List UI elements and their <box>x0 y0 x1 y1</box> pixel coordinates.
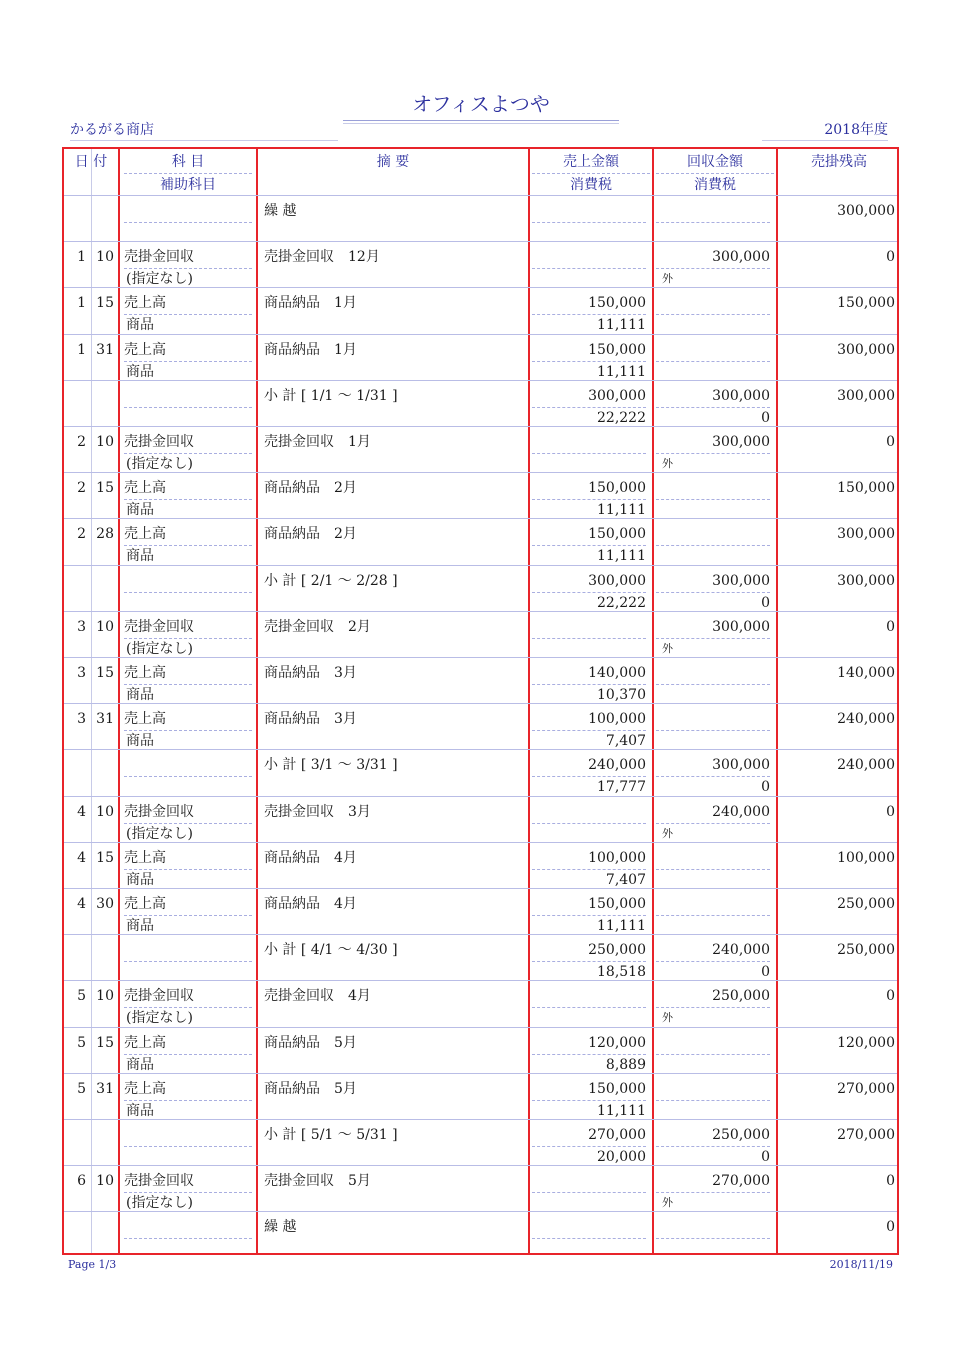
row-divider <box>64 472 897 473</box>
entry-summary: 繰 越 <box>264 203 297 219</box>
print-date: 2018/11/19 <box>829 1258 893 1271</box>
entry-sub-account: 商品 <box>126 317 154 334</box>
entry-day <box>92 385 114 407</box>
entry-day: 15 <box>96 295 114 312</box>
entry-balance: 300,000 <box>837 387 895 404</box>
entry-sales: 270,000 <box>532 1124 646 1147</box>
entry-day <box>92 1124 114 1146</box>
entry-sales: 100,000 <box>532 847 646 870</box>
entry-sales <box>532 1216 646 1239</box>
date-header: 日 付 <box>74 154 108 170</box>
column-divider <box>256 149 258 1253</box>
entry-balance: 150,000 <box>837 480 895 497</box>
entry-month: 1 <box>77 341 86 358</box>
entry-sub-account: (指定なし) <box>126 1010 193 1027</box>
entry-day: 10 <box>96 803 114 820</box>
entry-account: 売掛金回収 <box>124 801 252 824</box>
entry-sales <box>532 801 646 824</box>
entry-account <box>124 1124 252 1147</box>
entry-sales-tax: 7,407 <box>605 733 646 750</box>
entry-sales <box>532 616 646 639</box>
entry-sub-account: 商品 <box>126 687 154 703</box>
entry-collection-tax: 0 <box>761 964 770 981</box>
entry-day: 28 <box>96 526 114 543</box>
entry-sub-account: 商品 <box>126 502 154 519</box>
entry-account: 売上高 <box>124 1078 252 1101</box>
entry-summary: 売掛金回収 5月 <box>264 1173 371 1190</box>
entry-sales <box>532 200 646 223</box>
entry-day: 10 <box>96 434 114 450</box>
entry-month: 4 <box>77 803 86 820</box>
entry-summary: 商品納品 5月 <box>264 1034 357 1051</box>
entry-account: 売掛金回収 <box>124 616 252 639</box>
row-divider <box>64 380 897 381</box>
entry-collection <box>656 1216 770 1239</box>
entry-month: 3 <box>77 711 86 728</box>
entry-sales: 140,000 <box>532 662 646 685</box>
entry-collection-tax: 外 <box>662 1011 673 1025</box>
entry-account: 売上高 <box>124 339 252 362</box>
entry-sales-tax: 11,111 <box>597 502 646 519</box>
row-divider <box>64 426 897 427</box>
entry-sales: 240,000 <box>532 754 646 777</box>
entry-day <box>92 939 114 961</box>
collection-tax-header: 消費税 <box>694 177 736 193</box>
entry-collection <box>656 523 770 546</box>
row-divider <box>64 195 897 196</box>
entry-summary: 商品納品 1月 <box>264 341 357 358</box>
entry-day: 30 <box>96 896 114 912</box>
entry-sales-tax: 8,889 <box>605 1056 646 1073</box>
page-number: Page 1/3 <box>68 1258 117 1271</box>
entry-account: 売上高 <box>124 1032 252 1055</box>
entry-collection: 300,000 <box>656 570 770 593</box>
entry-month: 5 <box>77 1080 86 1097</box>
entry-month <box>64 385 86 407</box>
entry-sales: 150,000 <box>532 477 646 500</box>
entry-balance: 240,000 <box>837 757 895 774</box>
entry-summary: 商品納品 4月 <box>264 849 357 866</box>
entry-collection <box>656 1032 770 1055</box>
entry-day <box>92 754 114 776</box>
entry-summary: 小 計 [ 4/1 ～ 4/30 ] <box>264 942 398 959</box>
entry-summary: 売掛金回収 4月 <box>264 988 371 1005</box>
entry-collection: 240,000 <box>656 801 770 824</box>
entry-sales: 250,000 <box>532 939 646 962</box>
row-divider <box>64 749 897 750</box>
entry-summary: 商品納品 1月 <box>264 295 357 312</box>
entry-sales <box>532 1170 646 1193</box>
entry-account: 売掛金回収 <box>124 985 252 1008</box>
entry-summary: 小 計 [ 1/1 ～ 1/31 ] <box>264 387 398 404</box>
entry-balance: 0 <box>886 249 895 266</box>
entry-collection: 250,000 <box>656 985 770 1008</box>
entry-sub-account: 商品 <box>126 1056 154 1073</box>
entry-balance: 100,000 <box>837 849 895 866</box>
row-divider <box>64 842 897 843</box>
entry-sub-account: (指定なし) <box>126 271 193 288</box>
entry-month: 4 <box>77 849 86 866</box>
entry-sales <box>532 431 646 454</box>
entry-sales <box>532 246 646 269</box>
entry-month: 1 <box>77 249 86 266</box>
entry-balance: 250,000 <box>837 896 895 912</box>
entry-sales: 150,000 <box>532 1078 646 1101</box>
entry-collection: 300,000 <box>656 246 770 269</box>
entry-summary: 売掛金回収 3月 <box>264 803 371 820</box>
entry-month: 1 <box>77 295 86 312</box>
entry-account <box>124 939 252 962</box>
entry-collection-tax: 外 <box>662 1196 673 1210</box>
row-divider <box>64 980 897 981</box>
row-divider <box>64 934 897 935</box>
entry-summary: 売掛金回収 12月 <box>264 249 380 266</box>
entry-balance: 0 <box>886 803 895 820</box>
entry-sub-account: (指定なし) <box>126 1195 193 1212</box>
row-divider <box>64 1119 897 1120</box>
entry-sales-tax: 11,111 <box>597 1102 646 1119</box>
row-divider <box>64 1027 897 1028</box>
entry-collection-tax: 外 <box>662 826 673 840</box>
summary-header: 摘 要 <box>376 154 410 170</box>
entry-sales: 150,000 <box>532 339 646 362</box>
entry-summary: 繰 越 <box>264 1219 297 1236</box>
entry-day: 10 <box>96 1173 114 1190</box>
account-header: 科 目 <box>124 151 252 174</box>
entry-summary: 小 計 [ 2/1 ～ 2/28 ] <box>264 572 398 589</box>
entry-account: 売上高 <box>124 292 252 315</box>
row-divider <box>64 1165 897 1166</box>
entry-collection-tax: 0 <box>761 779 770 796</box>
entry-balance: 0 <box>886 1219 895 1236</box>
column-divider <box>776 149 778 1253</box>
entry-day: 15 <box>96 480 114 497</box>
entry-collection: 300,000 <box>656 616 770 639</box>
entry-summary: 小 計 [ 5/1 ～ 5/31 ] <box>264 1127 398 1143</box>
entry-month <box>64 754 86 776</box>
entry-collection-tax: 外 <box>662 457 673 470</box>
row-divider <box>64 1073 897 1074</box>
row-divider <box>64 657 897 658</box>
entry-summary: 小 計 [ 3/1 ～ 3/31 ] <box>264 757 398 774</box>
entry-day: 31 <box>96 711 114 728</box>
entry-sub-account: 商品 <box>126 363 154 380</box>
fiscal-year: 2018年度 <box>762 120 888 141</box>
entry-sales-tax: 22,222 <box>597 594 646 611</box>
entry-collection: 240,000 <box>656 939 770 962</box>
entry-collection <box>656 662 770 685</box>
entry-balance: 300,000 <box>837 526 895 543</box>
entry-sales: 100,000 <box>532 708 646 731</box>
entry-month <box>64 1216 86 1238</box>
entry-balance: 300,000 <box>837 572 895 589</box>
entry-day: 15 <box>96 665 114 681</box>
entry-sales-tax: 7,407 <box>605 871 646 888</box>
entry-collection <box>656 893 770 916</box>
entry-day: 15 <box>96 1034 114 1051</box>
entry-collection: 300,000 <box>656 754 770 777</box>
entry-collection <box>656 200 770 223</box>
entry-collection: 250,000 <box>656 1124 770 1147</box>
entry-sales-tax: 18,518 <box>597 964 646 981</box>
entry-month <box>64 570 86 592</box>
entry-account: 売上高 <box>124 477 252 500</box>
entry-sales-tax: 17,777 <box>597 779 646 796</box>
entry-balance: 240,000 <box>837 711 895 728</box>
entry-collection <box>656 1078 770 1101</box>
entry-day <box>92 200 114 222</box>
entry-summary: 売掛金回収 1月 <box>264 434 371 450</box>
entry-account: 売上高 <box>124 847 252 870</box>
entry-account <box>124 754 252 777</box>
entry-balance: 0 <box>886 1173 895 1190</box>
entry-sales-tax: 11,111 <box>597 317 646 334</box>
entry-balance: 270,000 <box>837 1127 895 1143</box>
entry-account: 売掛金回収 <box>124 246 252 269</box>
entry-collection: 300,000 <box>656 385 770 408</box>
entry-collection <box>656 292 770 315</box>
entry-summary: 商品納品 3月 <box>264 711 357 728</box>
entry-month <box>64 939 86 961</box>
entry-day: 31 <box>96 1080 114 1097</box>
entry-sales-tax: 20,000 <box>597 1149 646 1165</box>
collection-header: 回収金額 <box>656 151 774 174</box>
entry-summary: 商品納品 5月 <box>264 1080 357 1097</box>
column-divider <box>118 149 120 1253</box>
entry-day: 10 <box>96 618 114 635</box>
entry-account <box>124 200 252 223</box>
entry-account: 売上高 <box>124 523 252 546</box>
entry-sales-tax: 11,111 <box>597 548 646 565</box>
entry-balance: 140,000 <box>837 665 895 681</box>
balance-header: 売掛残高 <box>811 154 867 170</box>
entry-sales: 150,000 <box>532 292 646 315</box>
entry-month <box>64 200 86 222</box>
entry-day: 10 <box>96 249 114 266</box>
entry-summary: 商品納品 2月 <box>264 526 357 543</box>
entry-account: 売上高 <box>124 893 252 916</box>
entry-sub-account: 商品 <box>126 1102 154 1119</box>
entry-sales <box>532 985 646 1008</box>
entry-sales: 300,000 <box>532 385 646 408</box>
entry-sub-account <box>126 1238 252 1260</box>
entry-sales-tax: 10,370 <box>597 687 646 703</box>
entry-summary: 商品納品 2月 <box>264 480 357 497</box>
entry-sales-tax <box>532 1238 646 1260</box>
column-divider <box>528 149 530 1253</box>
entry-sub-account: 商品 <box>126 733 154 750</box>
column-divider <box>652 149 654 1253</box>
entry-sub-account: 商品 <box>126 548 154 565</box>
sales-tax-header: 消費税 <box>570 177 612 193</box>
sales-header: 売上金額 <box>532 151 650 174</box>
row-divider <box>64 796 897 797</box>
entry-sub-account: 商品 <box>126 871 154 888</box>
entry-sales-tax: 11,111 <box>597 363 646 380</box>
entry-collection-tax <box>656 1238 770 1260</box>
entry-month: 2 <box>77 480 86 497</box>
entry-collection-tax: 外 <box>662 272 673 286</box>
entry-collection-tax: 0 <box>761 1149 770 1165</box>
entry-sub-account: (指定なし) <box>126 825 193 842</box>
entry-sub-account: (指定なし) <box>126 640 193 657</box>
entry-sales: 150,000 <box>532 523 646 546</box>
ledger-table <box>62 147 899 1255</box>
entry-month: 3 <box>77 618 86 635</box>
shop-name: かるがる商店 <box>70 120 338 141</box>
entry-account: 売掛金回収 <box>124 431 252 454</box>
entry-account: 売掛金回収 <box>124 1170 252 1193</box>
entry-account: 売上高 <box>124 708 252 731</box>
entry-balance: 0 <box>886 988 895 1005</box>
entry-sales: 150,000 <box>532 893 646 916</box>
entry-month: 5 <box>77 988 86 1005</box>
row-divider <box>64 241 897 242</box>
entry-balance: 120,000 <box>837 1034 895 1051</box>
entry-collection <box>656 477 770 500</box>
entry-day: 15 <box>96 849 114 866</box>
entry-collection-tax: 0 <box>761 409 770 426</box>
entry-balance: 0 <box>886 618 895 635</box>
sub-account-header: 補助科目 <box>160 177 216 193</box>
entry-account <box>124 385 252 408</box>
entry-collection <box>656 847 770 870</box>
entry-account <box>124 1216 252 1239</box>
entry-sub-account: 商品 <box>126 918 154 934</box>
row-divider <box>64 611 897 612</box>
row-divider <box>64 287 897 288</box>
entry-month: 4 <box>77 896 86 912</box>
row-divider <box>64 518 897 519</box>
entry-balance: 150,000 <box>837 295 895 312</box>
entry-sub-account: (指定なし) <box>126 456 193 472</box>
entry-collection <box>656 339 770 362</box>
entry-month: 3 <box>77 665 86 681</box>
entry-summary: 商品納品 3月 <box>264 665 357 681</box>
row-divider <box>64 1211 897 1212</box>
entry-collection <box>656 708 770 731</box>
entry-collection: 270,000 <box>656 1170 770 1193</box>
page-title: オフィスよつや <box>343 90 619 121</box>
entry-balance: 0 <box>886 434 895 450</box>
entry-day: 31 <box>96 341 114 358</box>
entry-sales-tax: 11,111 <box>597 918 646 934</box>
entry-month: 2 <box>77 434 86 450</box>
entry-sales-tax: 22,222 <box>597 409 646 426</box>
entry-account: 売上高 <box>124 662 252 685</box>
entry-collection: 300,000 <box>656 431 770 454</box>
entry-account <box>124 570 252 593</box>
entry-balance: 270,000 <box>837 1080 895 1097</box>
table-header <box>64 149 897 195</box>
row-divider <box>64 888 897 889</box>
row-divider <box>64 334 897 335</box>
entry-day: 10 <box>96 988 114 1005</box>
entry-sales: 300,000 <box>532 570 646 593</box>
entry-balance: 300,000 <box>837 341 895 358</box>
entry-collection-tax: 0 <box>761 594 770 611</box>
entry-day <box>92 570 114 592</box>
entry-balance: 250,000 <box>837 942 895 959</box>
entry-month <box>64 1124 86 1146</box>
entry-month: 2 <box>77 526 86 543</box>
row-divider <box>64 703 897 704</box>
entry-month: 6 <box>77 1173 86 1190</box>
entry-sales: 120,000 <box>532 1032 646 1055</box>
entry-summary: 売掛金回収 2月 <box>264 618 371 635</box>
row-divider <box>64 565 897 566</box>
entry-day <box>92 1216 114 1238</box>
entry-month: 5 <box>77 1034 86 1051</box>
entry-summary: 商品納品 4月 <box>264 896 357 912</box>
entry-collection-tax: 外 <box>662 641 673 655</box>
entry-balance: 300,000 <box>837 203 895 219</box>
